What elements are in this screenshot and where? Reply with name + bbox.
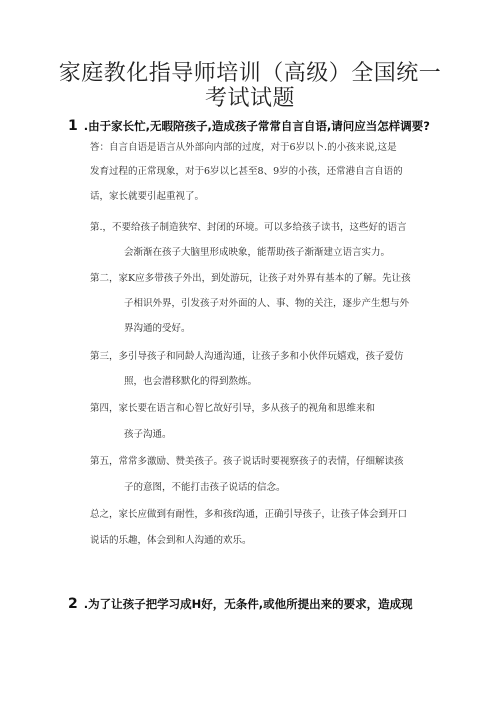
answer-point-4-line: 第四，家长要在语言和心智匕故好引导，多从孩子的视角和思维来和 [90, 403, 376, 414]
document-title-line-1: 家庭教化指导师培训（高级）全国统一 [58, 61, 442, 86]
question-1 [68, 118, 478, 134]
answer-point-1-line: 会渐渐在孩子大脑里形成映象，能帮助孩子渐渐建立语言实力。 [124, 247, 391, 258]
document-title-line-2: 考试试题 [204, 86, 295, 111]
answer-point-4-line: 孩子沟通。 [124, 429, 172, 440]
question-number: 1 [68, 118, 78, 134]
answer-intro-line: 话，家长就要引起重视了。 [90, 191, 205, 202]
answer-summary-line: 总之，家长应做到有耐性，多和孩f沟通，正确引导孩子，让孩子体会到开口 [90, 509, 408, 520]
answer-point-3-line: 照，也会潜移默化的得到熬炼。 [124, 376, 258, 387]
question-text: .为了让孩子把学习成H好，无条件,或他所提出来的要求，造成现 [83, 597, 413, 611]
answer-point-5-line: 第五，常常多激励、赞美孩子。孩子说话时要视察孩子的表情，仔细解读孩 [90, 456, 404, 467]
answer-point-2-line: 界沟通的受好。 [124, 323, 191, 334]
answer-point-2-line: 第二，家K应多带孩子外出，到处游玩，让孩子对外界有基本的了解。先让孩 [90, 273, 411, 284]
answer-point-2-line: 子相识外界，引发孩子对外面的人、事、物的关注，逐步产生想与外 [124, 298, 410, 309]
answer-intro-line: 答：自言自语是语言从外部向内部的过度，对于6岁以卜.的小孩来说,这是 [90, 142, 397, 153]
answer-intro-line: 发育过程的正常现象，对于6岁以匕甚至8、9岁的小孩，还常港自言自语的 [90, 166, 403, 177]
answer-point-5-line: 子的意图，不能打击孩子说话的信念。 [124, 482, 286, 493]
answer-point-1-line: 第.，不要给孩子制造狭窄、封闭的环境。可以多给孩子读书，这些好的语言 [90, 222, 407, 233]
question-text: .由于家长忙,无暇陪孩子,造成孩子常常自言自语,请问应当怎样调要? [83, 119, 430, 133]
question-2 [68, 596, 478, 612]
answer-summary-line: 说话的乐趣，体会到和人沟通的欢乐。 [90, 535, 252, 546]
question-number: 2 [68, 596, 78, 612]
answer-point-3-line: 第三，多引导孩子和同龄人沟通沟通，让孩子多和小伙伴玩嬉戏，孩子爱仿 [90, 351, 404, 362]
